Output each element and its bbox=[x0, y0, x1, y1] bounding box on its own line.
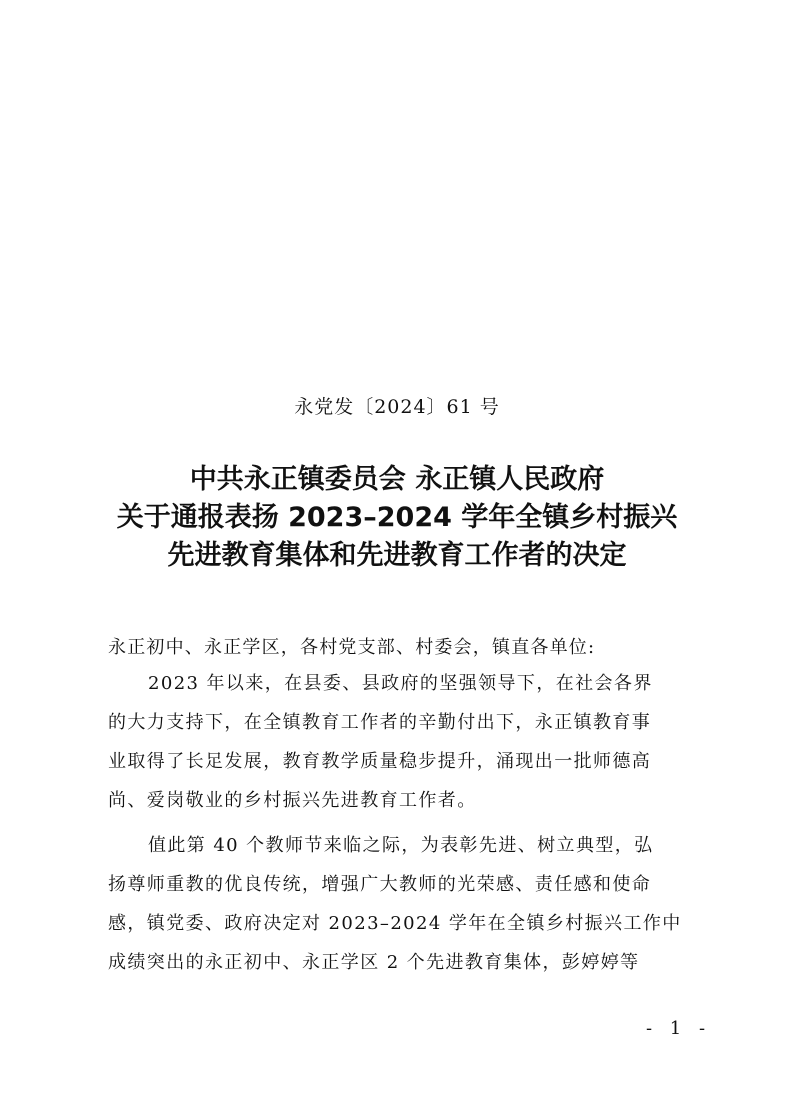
document-number: 永党发〔2024〕61 号 bbox=[294, 396, 500, 418]
addressee-line: 永正初中、永正学区，各村党支部、村委会，镇直各单位: bbox=[108, 637, 596, 658]
paragraph-line: 业取得了长足发展，教育教学质量稳步提升，涌现出一批师德高 bbox=[108, 751, 652, 772]
title-line-3: 先进教育集体和先进教育工作者的决定 bbox=[167, 540, 627, 571]
page-number: - 1 - bbox=[646, 1018, 712, 1039]
paragraph-line: 尚、爱岗敬业的乡村振兴先进教育工作者。 bbox=[108, 790, 477, 811]
paragraph-line: 感，镇党委、政府决定对 2023–2024 学年在全镇乡村振兴工作中 bbox=[108, 913, 682, 934]
paragraph-line: 的大力支持下，在全镇教育工作者的辛勤付出下，永正镇教育事 bbox=[108, 712, 652, 733]
title-line-2: 关于通报表扬 2023–2024 学年全镇乡村振兴 bbox=[116, 502, 678, 533]
paragraph-line: 成绩突出的永正初中、永正学区 2 个先进教育集体，彭婷婷等 bbox=[108, 952, 640, 973]
paragraph-line: 值此第 40 个教师节来临之际，为表彰先进、树立典型，弘 bbox=[148, 835, 654, 856]
paragraph-line: 2023 年以来，在县委、县政府的坚强领导下，在社会各界 bbox=[148, 673, 653, 694]
body-paragraph-2 bbox=[108, 826, 690, 982]
document-title bbox=[60, 461, 734, 575]
title-line-1: 中共永正镇委员会 永正镇人民政府 bbox=[189, 464, 605, 495]
paragraph-line: 扬尊师重教的优良传统，增强广大教师的光荣感、责任感和使命 bbox=[108, 874, 652, 895]
body-paragraph-1 bbox=[108, 664, 690, 820]
